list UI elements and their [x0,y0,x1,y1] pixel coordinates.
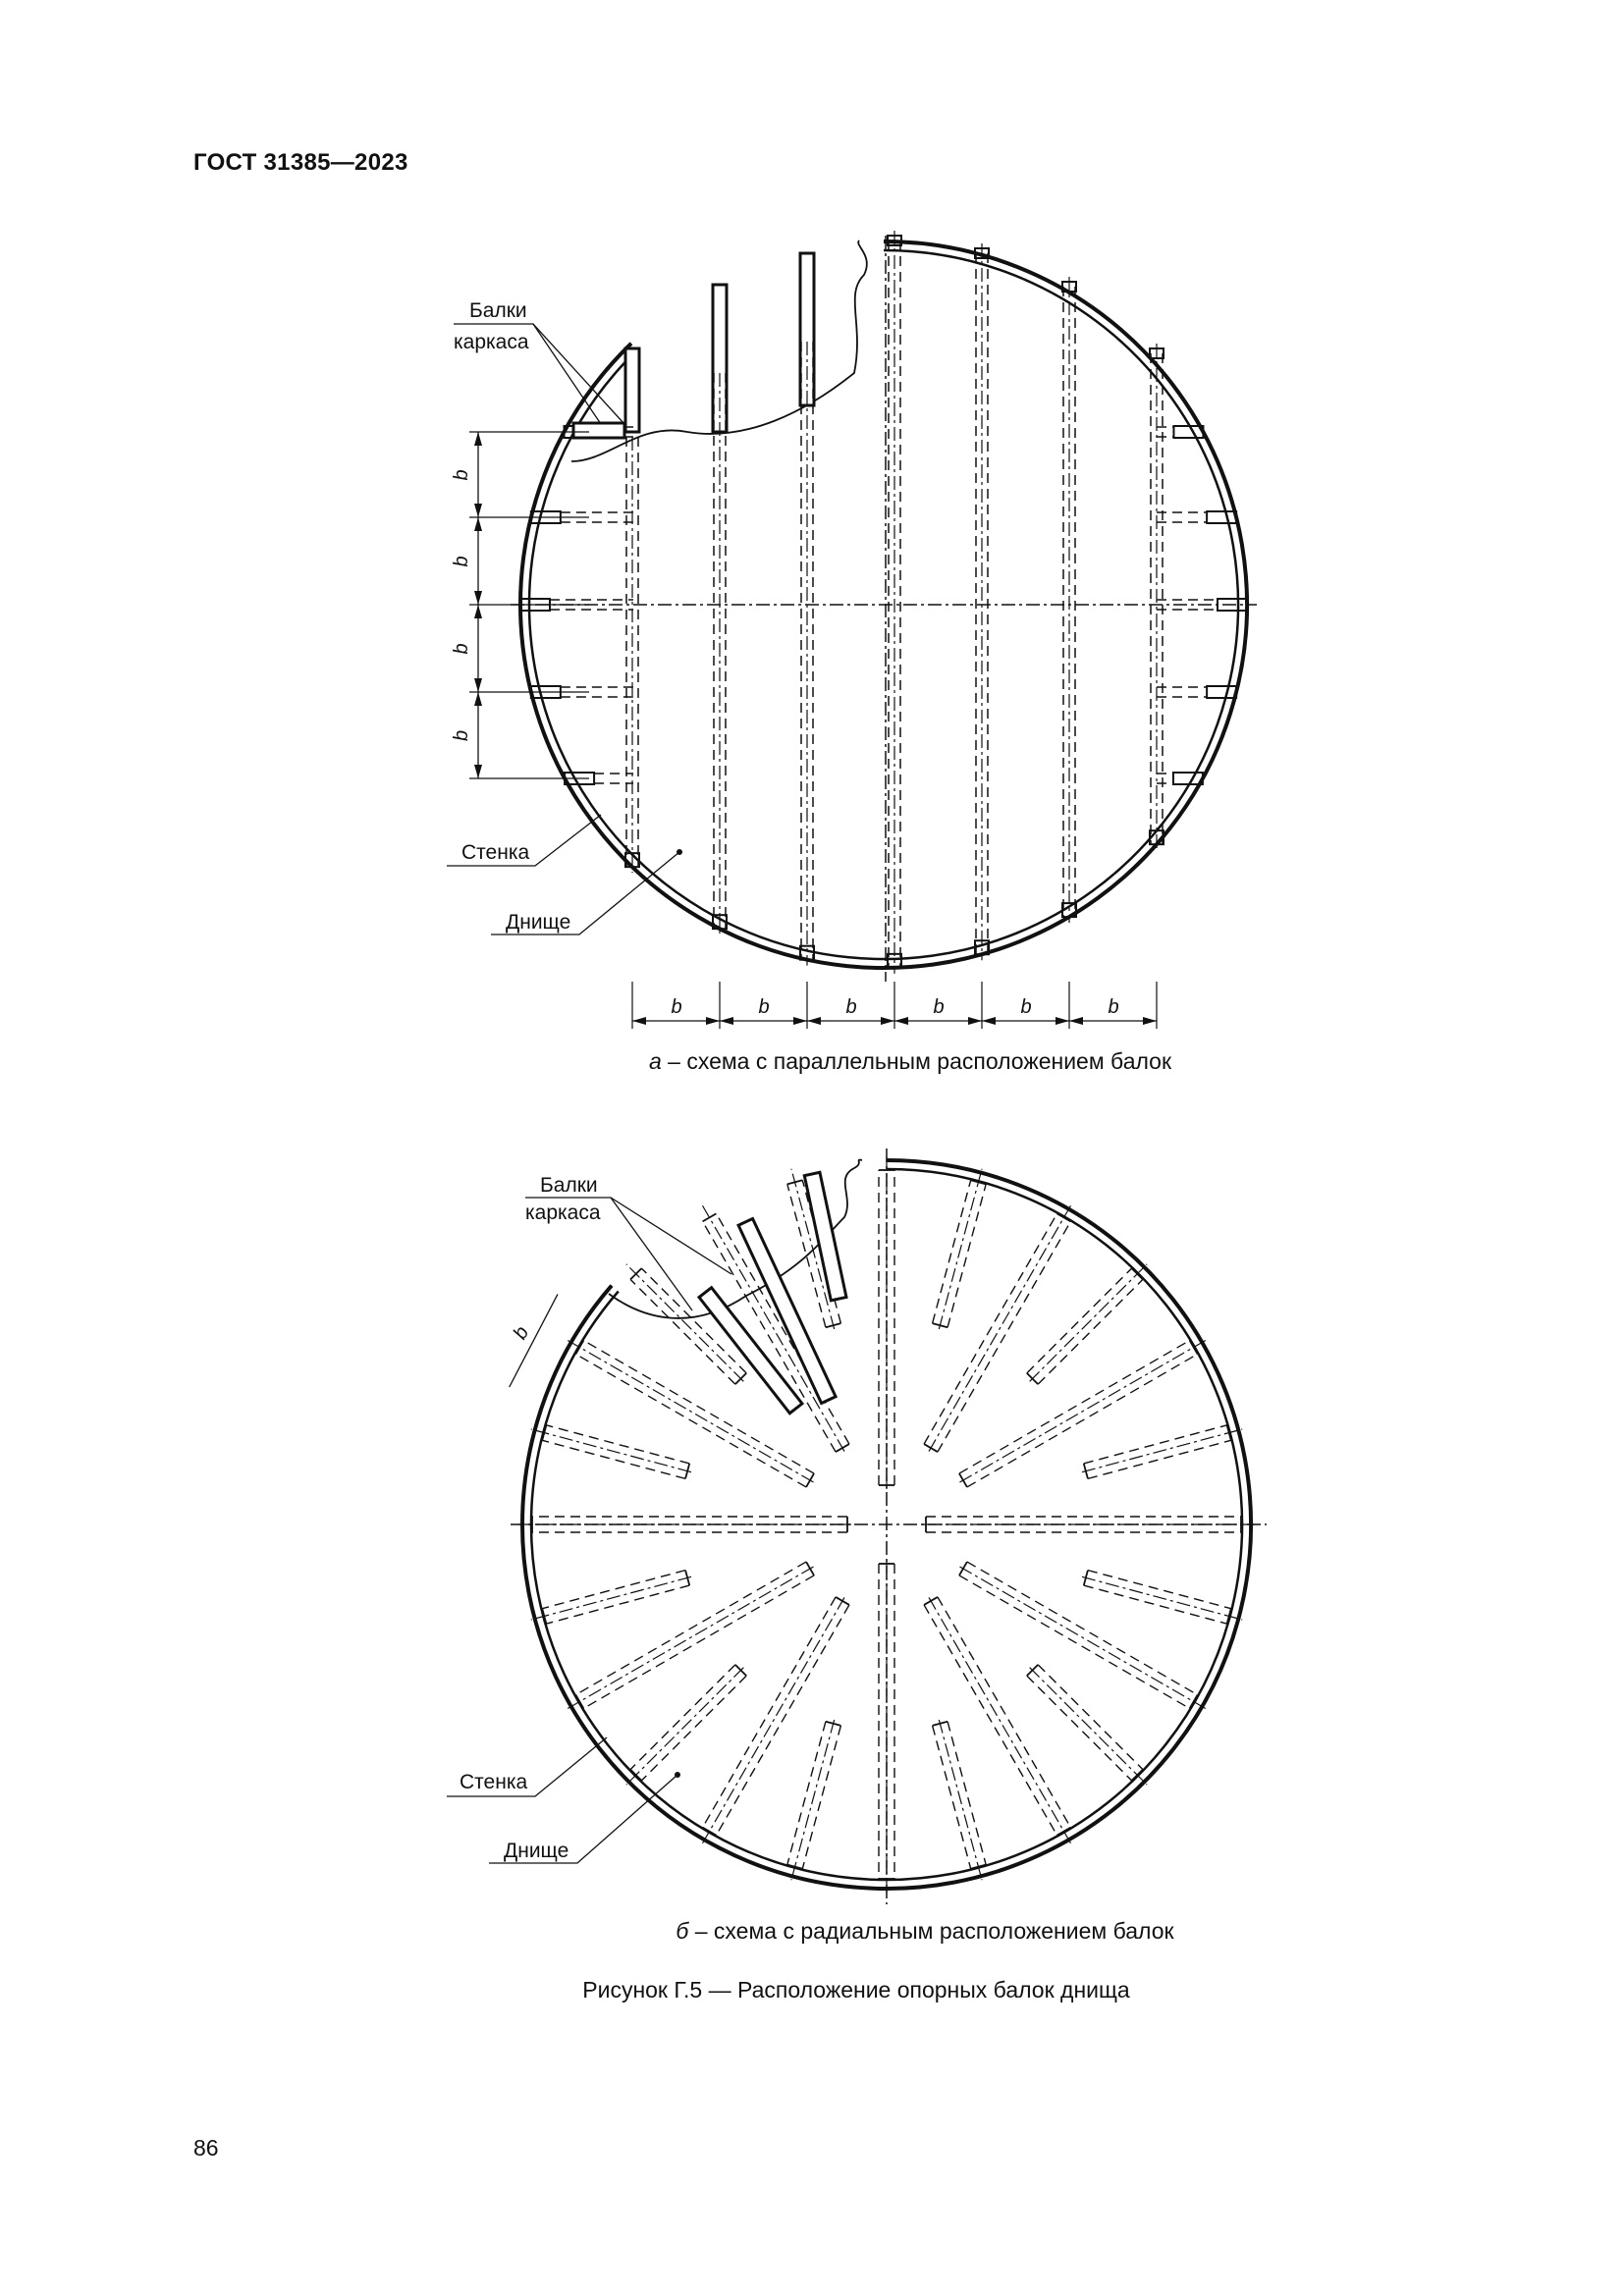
fig-b-beam-hidden-edge [947,1184,986,1327]
fig-b-beam-axis [568,1567,813,1709]
fig-b-beam-hidden-edge [1038,1665,1143,1770]
fig-b-beam-axis [1030,1264,1148,1382]
fig-b-beam-hidden-edge [967,1354,1198,1487]
fig-b-beam-axis [531,1576,691,1620]
caption-b-letter: б [676,1918,689,1944]
fig-b-beam-axis [929,1205,1071,1451]
fig-a-stub-right [1207,686,1236,698]
fig-b-beam-hidden-edge [933,1726,971,1869]
fig-a-dim-label: b [451,729,472,741]
caption-a-text: – схема с параллельным расположением балок [661,1048,1172,1074]
fig-a-beam-visible [800,253,814,405]
fig-b-beam-hidden-edge [787,1722,826,1865]
fig-a-bottom-dot [677,849,682,855]
fig-a-beams-label-1: Балки [469,299,527,322]
fig-b-beam-hidden-edge [1088,1440,1231,1478]
fig-a-dim-label: b [933,996,945,1018]
caption-a-letter: а [648,1048,662,1074]
fig-b-beam-hidden-edge [967,1562,1198,1695]
fig-b-beam-axis [939,1720,982,1880]
fig-b-beam-hidden-edge [1027,1268,1132,1373]
fig-b-beam-hidden-edge [1027,1676,1132,1781]
fig-b-beam-axis [959,1567,1205,1709]
fig-b-beam-axis [959,1341,1205,1483]
fig-a-dim-label: b [1020,996,1032,1018]
fig-b-beam-hidden-edge [641,1676,746,1781]
fig-b-beam-axis [939,1169,982,1329]
fig-b-beams-label-2: каркаса [525,1201,601,1224]
fig-b-beam-hidden-edge [938,1597,1071,1828]
fig-b-dim-line [510,1294,558,1387]
fig-b-beam-hidden-edge [959,1341,1190,1474]
fig-b-beam-hidden-edge [924,1605,1057,1836]
figure-a-parallel-beams [447,231,1257,1029]
fig-a-dim-label: b [758,996,770,1018]
fig-b-beam-visible [804,1172,846,1300]
fig-b-dim-label: b [509,1322,534,1344]
fig-b-beam-end [1190,1695,1198,1709]
caption-a [98,1048,1624,1075]
fig-a-bottom-label: Днище [506,911,571,934]
fig-b-beam-hidden-edge [802,1726,840,1869]
fig-a-stub-right [1207,511,1236,523]
fig-b-bottom-label: Днище [504,1840,569,1862]
page-number: 86 [193,2135,219,2161]
fig-b-beam-hidden-edge [1038,1279,1143,1384]
fig-b-beam-axis [531,1429,691,1472]
document-header: ГОСТ 31385—2023 [193,149,408,176]
fig-b-bottom-dot [675,1772,680,1778]
fig-a-dim-label: b [451,643,472,655]
fig-b-beam-hidden-edge [1088,1571,1231,1609]
fig-b-beam-hidden-edge [583,1341,814,1474]
fig-b-beam-axis [791,1720,835,1880]
figure-b-radial-beams [447,1148,1267,1904]
fig-b-beam-hidden-edge [542,1440,685,1478]
fig-b-beam-axis [1030,1668,1148,1786]
fig-b-beam-axis [1082,1429,1242,1472]
fig-b-beam-hidden-edge [959,1575,1190,1709]
caption-b-text: – схема с радиальным расположением балок [688,1918,1174,1944]
fig-b-beam-axis [568,1341,813,1483]
fig-b-beam-axis [929,1597,1071,1842]
fig-b-beam-hidden-edge [575,1562,806,1695]
fig-b-beam-hidden-edge [716,1605,849,1836]
fig-b-beam-axis [1082,1576,1242,1620]
fig-b-beam-end [1190,1341,1198,1355]
figure-title: Рисунок Г.5 — Расположение опорных балок днища [582,1977,1130,2002]
fig-b-beam-hidden-edge [583,1575,814,1709]
fig-b-beam-hidden-edge [1084,1585,1227,1624]
fig-b-beam-hidden-edge [630,1279,735,1384]
fig-a-dim-label: b [845,996,857,1018]
fig-b-beam-hidden-edge [947,1722,986,1865]
fig-b-beams-label-1: Балки [540,1174,598,1197]
fig-b-beam-axis [626,1668,744,1786]
fig-b-beam-hidden-edge [546,1585,689,1624]
fig-b-beam-hidden-edge [938,1221,1071,1452]
fig-a-dim-label: b [451,556,472,567]
fig-b-beam-hidden-edge [1084,1425,1227,1464]
fig-b-beam-axis [703,1597,845,1842]
fig-a-dim-label: b [671,996,682,1018]
fig-a-top-beam [573,423,624,438]
fig-a-stub-right [1173,426,1203,438]
fig-a-beam-visible [625,348,639,432]
fig-a-dim-label: b [451,469,472,481]
fig-a-beams-leader-2 [533,324,601,424]
fig-b-beam-hidden-edge [703,1597,837,1828]
fig-b-beams-leader-2 [611,1198,731,1274]
fig-a-wall-label: Стенка [461,841,530,864]
fig-b-beam-hidden-edge [933,1180,971,1323]
fig-a-beams-label-2: каркаса [454,331,529,353]
fig-b-beam-hidden-edge [542,1571,685,1609]
caption-b [113,1918,1624,1945]
fig-a-dim-label: b [1108,996,1119,1018]
fig-b-beam-hidden-edge [546,1425,689,1464]
fig-b-beam-hidden-edge [924,1213,1057,1444]
fig-b-wall-label: Стенка [460,1771,528,1793]
fig-b-beam-hidden-edge [630,1665,735,1770]
